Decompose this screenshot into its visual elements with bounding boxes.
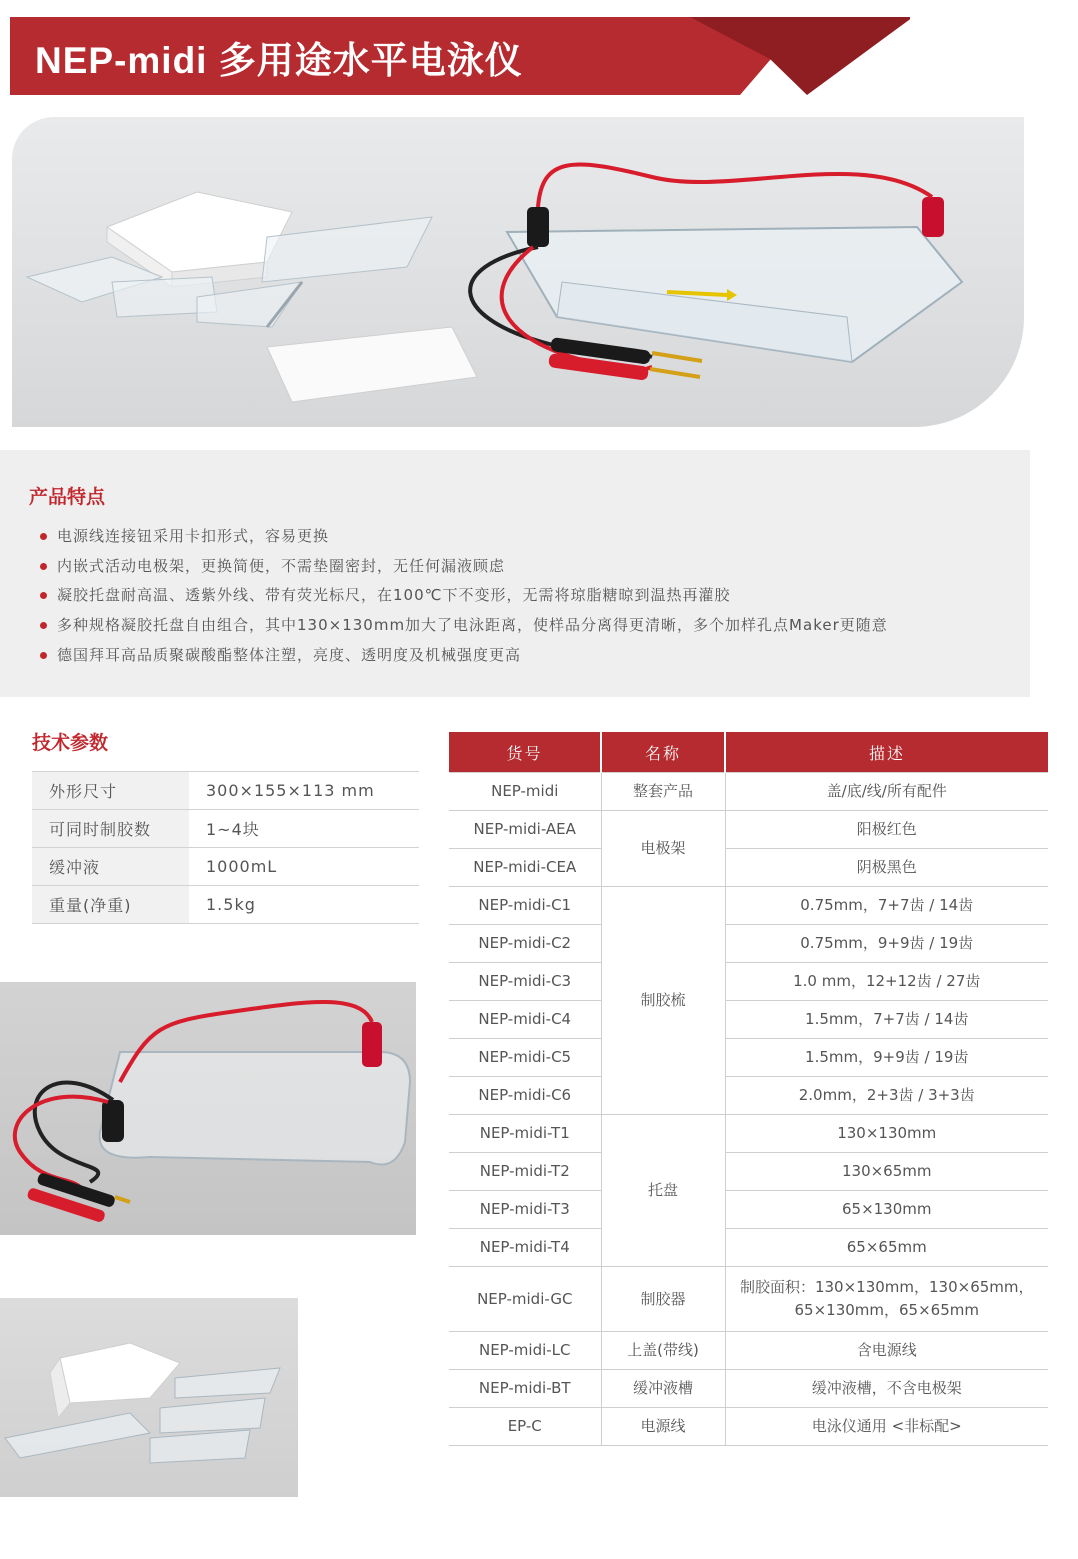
specs-title: 技术参数: [32, 732, 109, 754]
gel-caster-image: [0, 1298, 298, 1497]
product-code: NEP-midi-T1: [449, 1115, 601, 1153]
product-desc: 130×65mm: [725, 1153, 1048, 1191]
header-desc: 描述: [725, 732, 1048, 773]
product-code: NEP-midi-C1: [449, 887, 601, 925]
table-row: [449, 1370, 1048, 1408]
product-name: 电极架: [601, 811, 725, 887]
table-row: [449, 1332, 1048, 1370]
table-row: [32, 772, 419, 810]
product-desc: 阳极红色: [725, 811, 1048, 849]
table-row: [449, 1191, 1048, 1229]
table-row: [449, 811, 1048, 849]
list-item: 德国拜耳高品质聚碳酸酯整体注塑，亮度、透明度及机械强度更高: [40, 643, 888, 673]
product-desc: 65×130mm: [725, 1191, 1048, 1229]
product-name: 整套产品: [601, 773, 725, 811]
product-name: 制胶梳: [601, 887, 725, 1115]
product-name: 电源线: [601, 1408, 725, 1446]
product-desc: 制胶面积：130×130mm，130×65mm，65×130mm，65×65mm: [725, 1267, 1048, 1332]
product-name: 托盘: [601, 1115, 725, 1267]
table-row: [449, 773, 1048, 811]
product-code: NEP-midi-C6: [449, 1077, 601, 1115]
list-item: 内嵌式活动电极架，更换简便，不需垫圈密封，无任何漏液顾虑: [40, 554, 888, 584]
product-desc: 130×130mm: [725, 1115, 1048, 1153]
list-item: 多种规格凝胶托盘自由组合，其中130×130mm加大了电泳距离，使样品分离得更清晰，多个加样孔点Maker更随意: [40, 613, 888, 643]
table-row: [32, 886, 419, 924]
product-desc: 阴极黑色: [725, 849, 1048, 887]
table-row: [449, 1039, 1048, 1077]
features-list: [40, 524, 888, 672]
table-row: [449, 1229, 1048, 1267]
spec-label: 可同时制胶数: [32, 810, 189, 848]
spec-value: 1~4块: [189, 810, 419, 848]
lid-with-cables-image: [0, 982, 416, 1235]
hero-product-image: [12, 117, 1024, 427]
table-header-row: [449, 732, 1048, 773]
table-row: [449, 1408, 1048, 1446]
product-desc: 含电源线: [725, 1332, 1048, 1370]
header-name: 名称: [601, 732, 725, 773]
product-code: NEP-midi-GC: [449, 1267, 601, 1332]
spec-value: 1000mL: [189, 848, 419, 886]
table-row: [449, 963, 1048, 1001]
product-name: 缓冲液槽: [601, 1370, 725, 1408]
product-desc: 电泳仪通用 <非标配>: [725, 1408, 1048, 1446]
table-row: [449, 1001, 1048, 1039]
product-code: NEP-midi-CEA: [449, 849, 601, 887]
product-table: [449, 732, 1048, 1446]
spec-label: 缓冲液: [32, 848, 189, 886]
page-title: NEP-midi 多用途水平电泳仪: [35, 40, 523, 81]
product-code: NEP-midi-T4: [449, 1229, 601, 1267]
product-code: NEP-midi-C5: [449, 1039, 601, 1077]
spec-value: 300×155×113 mm: [189, 772, 419, 810]
product-desc: 1.5mm，9+9齿 / 19齿: [725, 1039, 1048, 1077]
table-row: [32, 810, 419, 848]
product-desc: 盖/底/线/所有配件: [725, 773, 1048, 811]
product-desc: 65×65mm: [725, 1229, 1048, 1267]
header-code: 货号: [449, 732, 601, 773]
specs-table: [32, 771, 419, 924]
table-row: [449, 1153, 1048, 1191]
product-desc: 1.5mm，7+7齿 / 14齿: [725, 1001, 1048, 1039]
table-row: [449, 849, 1048, 887]
features-title: 产品特点: [29, 486, 106, 508]
product-code: NEP-midi-BT: [449, 1370, 601, 1408]
product-code: EP-C: [449, 1408, 601, 1446]
spec-label: 外形尺寸: [32, 772, 189, 810]
product-code: NEP-midi-C3: [449, 963, 601, 1001]
product-code: NEP-midi-T2: [449, 1153, 601, 1191]
product-desc: 缓冲液槽，不含电极架: [725, 1370, 1048, 1408]
table-row: [449, 1267, 1048, 1332]
product-name: 制胶器: [601, 1267, 725, 1332]
table-row: [449, 887, 1048, 925]
list-item: 电源线连接钮采用卡扣形式，容易更换: [40, 524, 888, 554]
spec-value: 1.5kg: [189, 886, 419, 924]
product-desc: 0.75mm，7+7齿 / 14齿: [725, 887, 1048, 925]
product-code: NEP-midi-T3: [449, 1191, 601, 1229]
product-code: NEP-midi-C2: [449, 925, 601, 963]
table-row: [32, 848, 419, 886]
product-name: 上盖(带线): [601, 1332, 725, 1370]
table-row: [449, 1077, 1048, 1115]
product-desc: 0.75mm，9+9齿 / 19齿: [725, 925, 1048, 963]
product-code: NEP-midi-C4: [449, 1001, 601, 1039]
product-code: NEP-midi: [449, 773, 601, 811]
spec-label: 重量(净重): [32, 886, 189, 924]
table-row: [449, 925, 1048, 963]
product-code: NEP-midi-AEA: [449, 811, 601, 849]
table-row: [449, 1115, 1048, 1153]
product-code: NEP-midi-LC: [449, 1332, 601, 1370]
product-desc: 1.0 mm，12+12齿 / 27齿: [725, 963, 1048, 1001]
product-desc: 2.0mm，2+3齿 / 3+3齿: [725, 1077, 1048, 1115]
list-item: 凝胶托盘耐高温、透紫外线、带有荧光标尺，在100℃下不变形，无需将琼脂糖晾到温热再灌胶: [40, 583, 888, 613]
